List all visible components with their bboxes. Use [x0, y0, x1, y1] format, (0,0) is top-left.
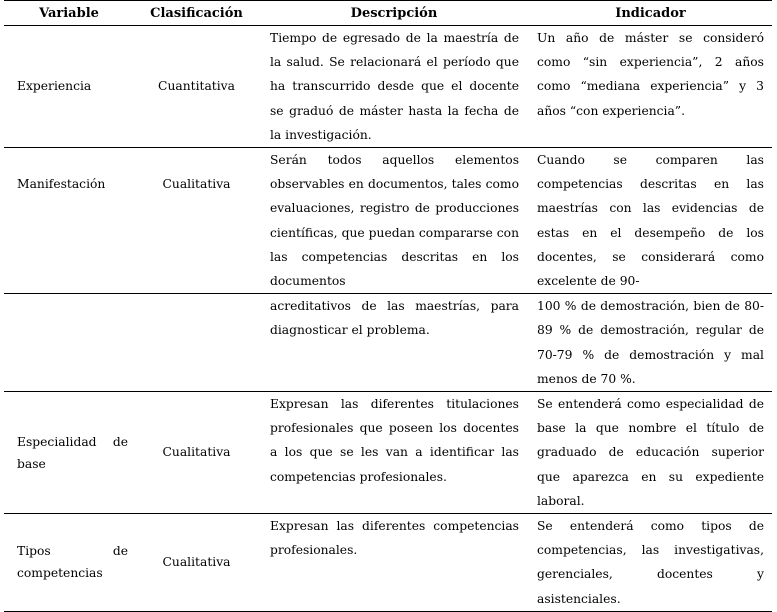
variable-line: competencias — [17, 566, 103, 581]
header-indicador: Indicador — [529, 1, 772, 26]
table-row — [4, 148, 772, 294]
descripcion-cell: Tiempo de egresado de la maestría de la salud. Se relacionará el período que ha transcurrido desde que el docente se graduó de máster hasta la fecha de la investigación. — [259, 26, 529, 148]
header-clasificacion: Clasificación — [134, 1, 259, 26]
variable-line: base — [17, 456, 46, 471]
variable-cell — [4, 514, 134, 612]
clasificacion-cell: Cualitativa — [134, 514, 259, 612]
table-row — [4, 26, 772, 148]
clasificacion-cell — [134, 294, 259, 392]
header-row — [4, 1, 772, 26]
table-row — [4, 392, 772, 514]
descripcion-cell: Expresan las diferentes titulaciones profesionales que poseen los docentes a los que se les van a identificar las competencias profesionales. — [259, 392, 529, 514]
variable-cell — [4, 294, 134, 392]
indicador-cell: Se entenderá como especialidad de base la que nombre el título de graduado de educación superior que aparezca en su expediente laboral. — [529, 392, 772, 514]
descripcion-cell: acreditativos de las maestrías, para diagnosticar el problema. — [259, 294, 529, 392]
table-row — [4, 514, 772, 612]
indicador-cell: Se entenderá como tipos de competencias, las investigativas, gerenciales, docentes y asistenciales. — [529, 514, 772, 612]
header-descripcion: Descripción — [259, 1, 529, 26]
indicador-cell: Un año de máster se consideró como “sin experiencia”, 2 años como “mediana experiencia” y 3 años “con experiencia”. — [529, 26, 772, 148]
variable-cell: Experiencia — [4, 26, 134, 148]
descripcion-cell: Expresan las diferentes competencias profesionales. — [259, 514, 529, 612]
clasificacion-cell: Cuantitativa — [134, 26, 259, 148]
indicador-cell: Cuando se comparen las competencias descritas en las maestrías con las evidencias de estas en el desempeño de los docentes, se considerará como excelente de 90- — [529, 148, 772, 294]
variable-line: Tipos de — [17, 544, 128, 559]
variable-line: Especialidad de — [17, 434, 128, 449]
header-variable: Variable — [4, 1, 134, 26]
clasificacion-cell: Cualitativa — [134, 148, 259, 294]
indicador-cell: 100 % de demostración, bien de 80-89 % de demostración, regular de 70-79 % de demostración y mal menos de 70 %. — [529, 294, 772, 392]
descripcion-cell: Serán todos aquellos elementos observables en documentos, tales como evaluaciones, registro de producciones científicas, que puedan compararse con las competencias descritas en los documentos — [259, 148, 529, 294]
variable-cell — [4, 392, 134, 514]
variables-table — [4, 0, 772, 612]
variable-cell: Manifestación — [4, 148, 134, 294]
table-row — [4, 294, 772, 392]
clasificacion-cell: Cualitativa — [134, 392, 259, 514]
